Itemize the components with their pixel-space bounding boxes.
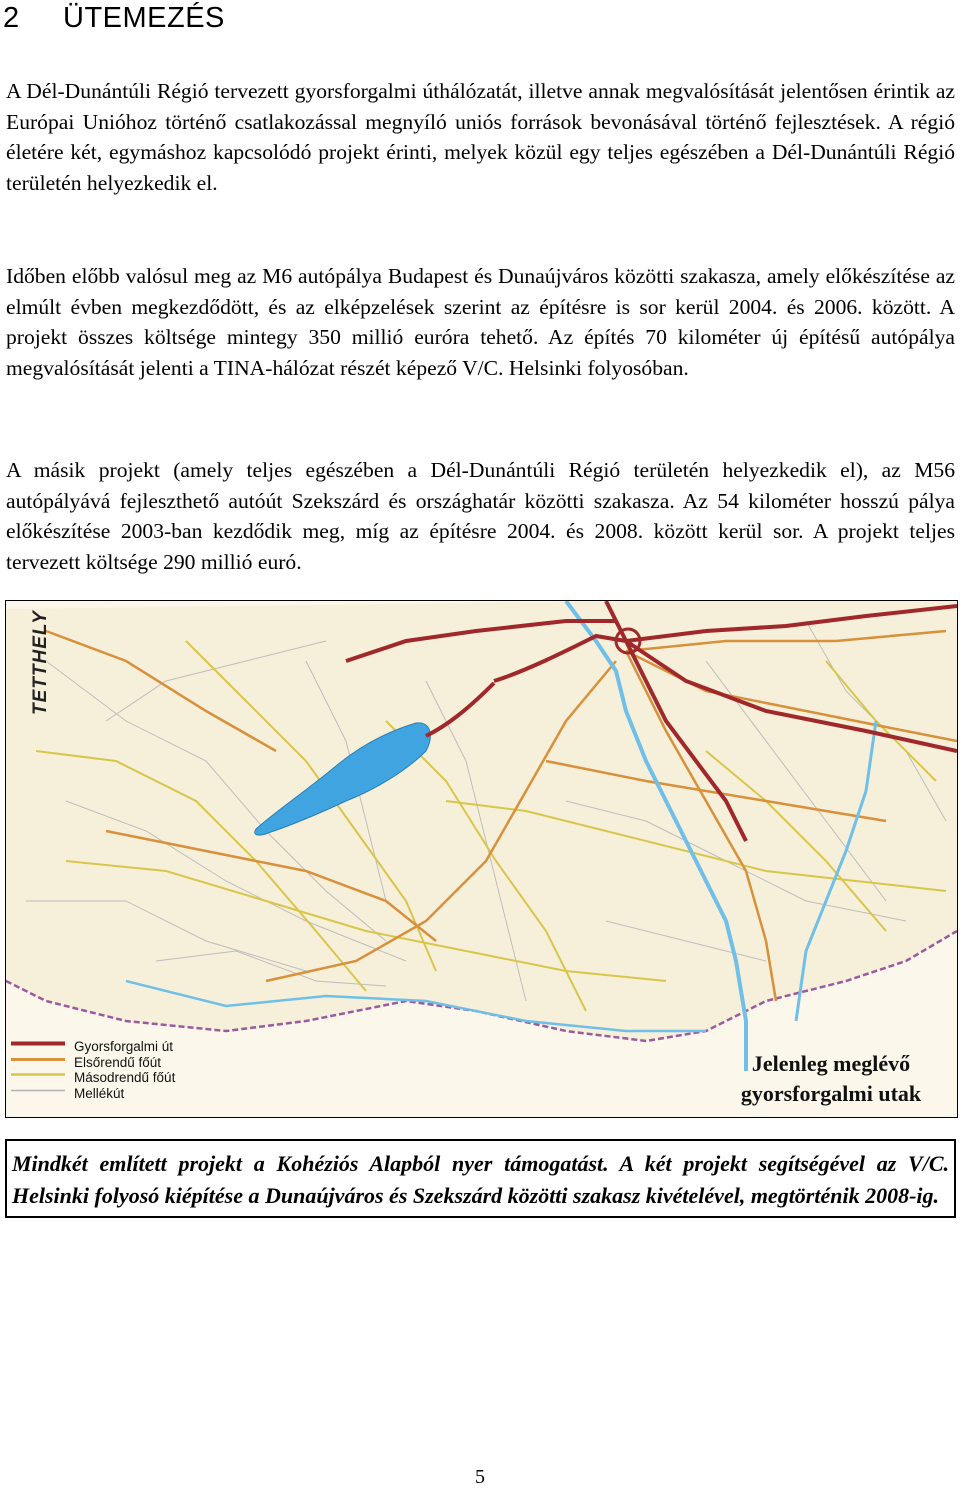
legend-swatch-motorway [11, 1041, 65, 1046]
legend-swatch-primary [11, 1057, 65, 1062]
road-network-map [5, 600, 958, 1118]
section-title: ÜTEMEZÉS [63, 2, 225, 34]
page-number: 5 [475, 1466, 485, 1488]
paragraph-m6: Időben előbb valósul meg az M6 autópálya Budapest és Dunaújváros közötti szakasza, amely előkészítése az elmúlt évben megkezdődött, és az elképzelések szerint az építésre is sor kerül 2004. és 2006. között. A projekt összes költsége mintegy 350 millió euróra tehető. Az építés 70 kilométer új építésű autópálya megvalósítását jelenti a TINA-hálózat részét képező V/C. Helsinki folyosóban. [6, 264, 955, 380]
logo-text: TETTHELY [30, 610, 51, 715]
legend-item [11, 1085, 211, 1104]
section-number: 2 [3, 2, 20, 34]
section-heading [3, 2, 225, 35]
paragraph-m56: A másik projekt (amely teljes egészében a Dél-Dunántúli Régió területén helyezkedik el), az M56 autópályává fejleszthető autóút Szekszárd és országhatár közötti szakasza. Az 54 kilométer hosszú pálya előkészítése 2003-ban kezdődik meg, míg az építésre 2004. és 2008. között kerül sor. A projekt teljes tervezett költsége 290 millió euró. [6, 458, 955, 574]
legend-swatch-secondary [11, 1072, 65, 1077]
legend-label: Mellékút [74, 1085, 125, 1101]
paragraph-intro: A Dél-Dunántúli Régió tervezett gyorsforgalmi úthálózatát, illetve annak megvalósítását jelentősen érintik az Európai Unióhoz történő csatlakozással megnyíló uniós források bevonásával történő fejlesztések. A régió életére két, egymáshoz kapcsolódó projekt érinti, melyek közül egy teljes egészében a Dél-Dunántúli Régió területén helyezkedik el. [6, 79, 955, 195]
tetthely-logo [12, 609, 51, 729]
legend-swatch-minor [11, 1088, 65, 1093]
legend-label: Gyorsforgalmi út [74, 1039, 174, 1054]
map-legend [11, 1041, 211, 1103]
map-title-line1: Jelenleg meglévő [751, 1051, 911, 1076]
legend-label: Másodrendű főút [74, 1070, 176, 1085]
map-title [716, 1049, 946, 1109]
map-title-line2: gyorsforgalmi utak [740, 1081, 922, 1106]
legend-label: Elsőrendű főút [74, 1054, 162, 1070]
summary-box: Mindkét említett projekt a Kohéziós Alapból nyer támogatást. A két projekt segítségével az V/C. Helsinki folyosó kiépítése a Dunaújváros és Szekszárd közötti szakasz kivételével, megtörténik 2008-ig. [5, 1139, 956, 1218]
